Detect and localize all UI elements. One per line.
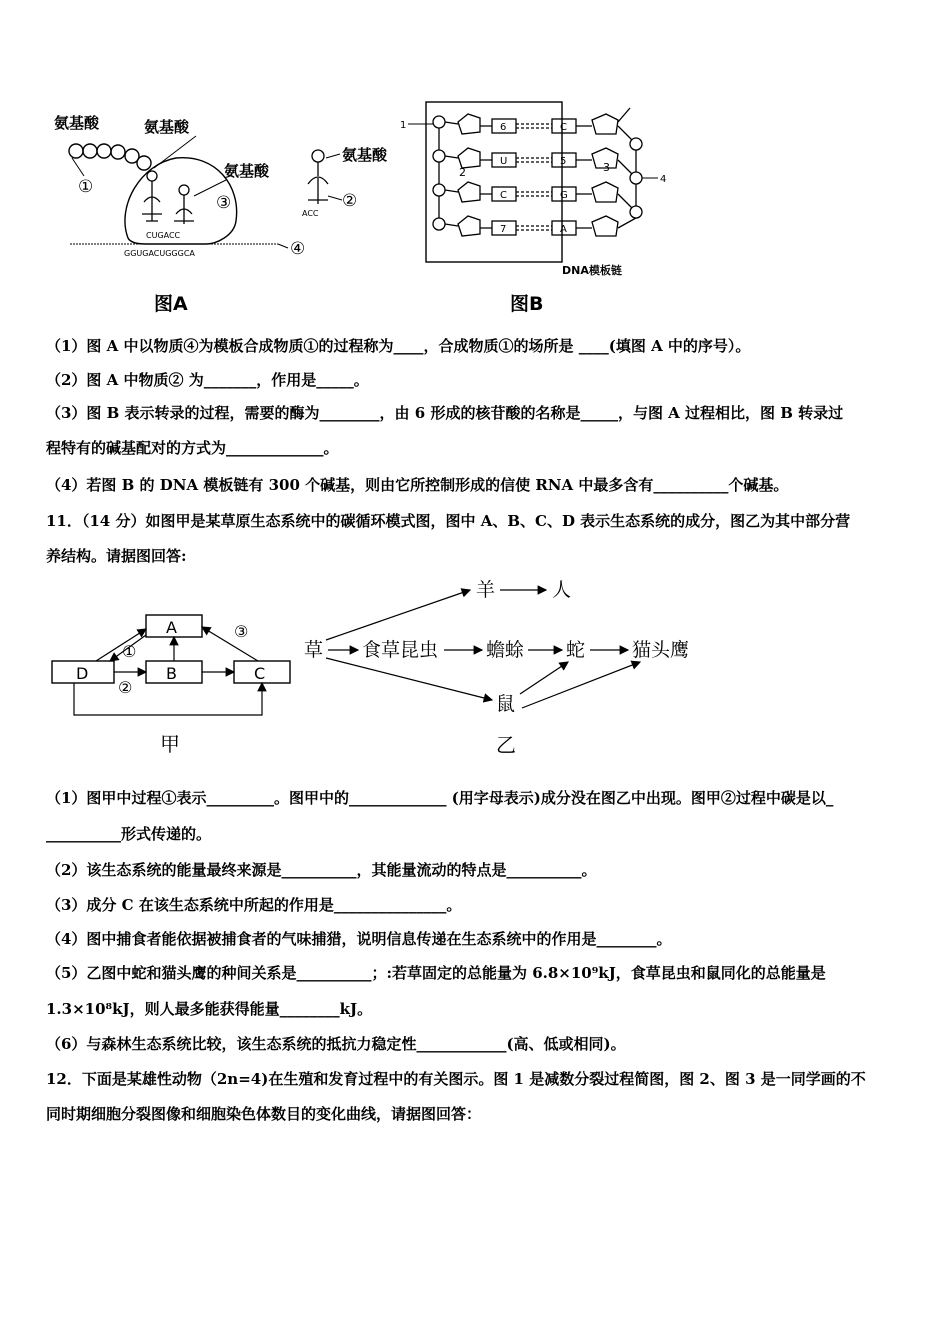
q10-line-5: （4）若图 B 的 DNA 模板链有 300 个碱基，则由它所控制形成的信使 RNA 中最多含有__________个碱基。 bbox=[46, 476, 789, 494]
figure-a-caption: 图A bbox=[154, 293, 188, 315]
q11-intro-2: 养结构。请据图回答: bbox=[46, 547, 187, 565]
base-pairs bbox=[516, 124, 552, 230]
right-base-4: A bbox=[560, 224, 567, 235]
q11-line-2: __________形式传递的。 bbox=[46, 825, 212, 843]
right-base-2: 5 bbox=[560, 156, 567, 167]
process-3: ③ bbox=[234, 622, 249, 641]
marker-b-1: 1 bbox=[400, 120, 407, 131]
label-b: B bbox=[166, 664, 177, 683]
rna-box bbox=[426, 102, 562, 262]
q11-line-7: 1.3×10⁸kJ，则人最多能获得能量________kJ。 bbox=[46, 1000, 373, 1018]
figure-jia-carbon-cycle bbox=[46, 575, 306, 765]
label-d: D bbox=[76, 664, 89, 683]
figure-jia-caption: 甲 bbox=[160, 732, 180, 756]
amino-acid-label-2: 氨基酸 bbox=[144, 118, 190, 136]
q10-line-4: 程特有的碱基配对的方式为_____________。 bbox=[46, 439, 339, 457]
left-base-2: U bbox=[500, 156, 508, 167]
amino-acid-label-1: 氨基酸 bbox=[54, 114, 100, 132]
q12-line-2: 同时期细胞分裂图像和细胞染色体数目的变化曲线，请据图回答： bbox=[46, 1105, 482, 1123]
right-base-1: C bbox=[560, 122, 567, 133]
node-mouse: 鼠 bbox=[496, 693, 516, 715]
node-owl: 猫头鹰 bbox=[632, 639, 690, 661]
node-insect: 食草昆虫 bbox=[362, 639, 439, 661]
amino-acid-label-3: 氨基酸 bbox=[224, 162, 270, 180]
q11-intro-1: 11．（14 分）如图甲是某草原生态系统中的碳循环模式图，图中 A、B、C、D 表示生态系统的成分，图乙为其中部分营 bbox=[46, 512, 851, 530]
marker-b-3: 3 bbox=[603, 161, 610, 174]
codon-strip: CUGACC bbox=[146, 231, 181, 240]
node-sheep: 羊 bbox=[476, 579, 496, 601]
label-a: A bbox=[166, 618, 177, 637]
trna-in-ribosome bbox=[142, 171, 194, 224]
figure-b-caption: 图B bbox=[510, 293, 544, 315]
right-base-3: G bbox=[560, 190, 568, 201]
q11-line-6: （5）乙图中蛇和猫头鹰的种间关系是__________；:若草固定的总能量为 6.8×10⁹kJ，食草昆虫和鼠同化的总能量是 bbox=[46, 964, 826, 982]
peptide-chain bbox=[69, 144, 151, 170]
q11-line-5: （4）图中捕食者能依据被捕食者的气味捕猎，说明信息传递在生态系统中的作用是________。 bbox=[46, 930, 672, 948]
marker-3: ③ bbox=[216, 193, 232, 213]
figure-yi-food-web bbox=[300, 570, 720, 765]
figure-a-translation bbox=[46, 96, 396, 321]
marker-4: ④ bbox=[290, 239, 306, 259]
q11-line-4: （3）成分 C 在该生态系统中所起的作用是_______________。 bbox=[46, 896, 462, 914]
mrna-strip: GGUGACUGGGCA bbox=[124, 249, 195, 258]
free-trna bbox=[308, 150, 328, 204]
q10-line-2: （2）图 A 中物质② 为_______，作用是_____。 bbox=[46, 371, 369, 389]
q11-line-8: （6）与森林生态系统比较，该生态系统的抵抗力稳定性____________(高、低或相同)。 bbox=[46, 1035, 626, 1053]
q10-line-1: （1）图 A 中以物质④为模板合成物质①的过程称为____，合成物质①的场所是 ____(填图 A 中的序号）。 bbox=[46, 337, 751, 355]
figure-b-transcription bbox=[396, 96, 686, 321]
q11-line-1: （1）图甲中过程①表示_________。图甲中的_____________ (用字母表示)成分没在图乙中出现。图甲②过程中碳是以_ bbox=[46, 789, 834, 807]
left-base-3: C bbox=[500, 190, 507, 201]
process-1: ① bbox=[122, 642, 137, 661]
node-toad: 蟾蜍 bbox=[486, 639, 525, 661]
dna-strand-label: DNA模板链 bbox=[562, 264, 622, 277]
q10-line-3: （3）图 B 表示转录的过程，需要的酶为________，由 6 形成的核苷酸的名称是_____，与图 A 过程相比，图 B 转录过 bbox=[46, 404, 844, 422]
node-snake: 蛇 bbox=[566, 639, 586, 661]
marker-1: ① bbox=[78, 177, 94, 197]
q11-line-3: （2）该生态系统的能量最终来源是__________，其能量流动的特点是__________。 bbox=[46, 861, 597, 879]
amino-acid-label-4: 氨基酸 bbox=[342, 146, 388, 164]
q12-line-1: 12．下面是某雄性动物（2n=4)在生殖和发育过程中的有关图示。图 1 是减数分裂过程简图，图 2、图 3 是一同学画的不 bbox=[46, 1070, 866, 1088]
figure-yi-caption: 乙 bbox=[496, 733, 516, 757]
process-2: ② bbox=[118, 678, 133, 697]
node-grass: 草 bbox=[304, 639, 324, 661]
left-base-1: 6 bbox=[500, 122, 507, 133]
left-base-4: 7 bbox=[500, 224, 507, 235]
marker-b-4: 4 bbox=[660, 174, 667, 185]
node-human: 人 bbox=[552, 579, 572, 601]
marker-2: ② bbox=[342, 191, 358, 211]
anticodon: ACC bbox=[302, 209, 319, 218]
label-c: C bbox=[254, 664, 266, 683]
marker-b-2: 2 bbox=[459, 166, 466, 179]
